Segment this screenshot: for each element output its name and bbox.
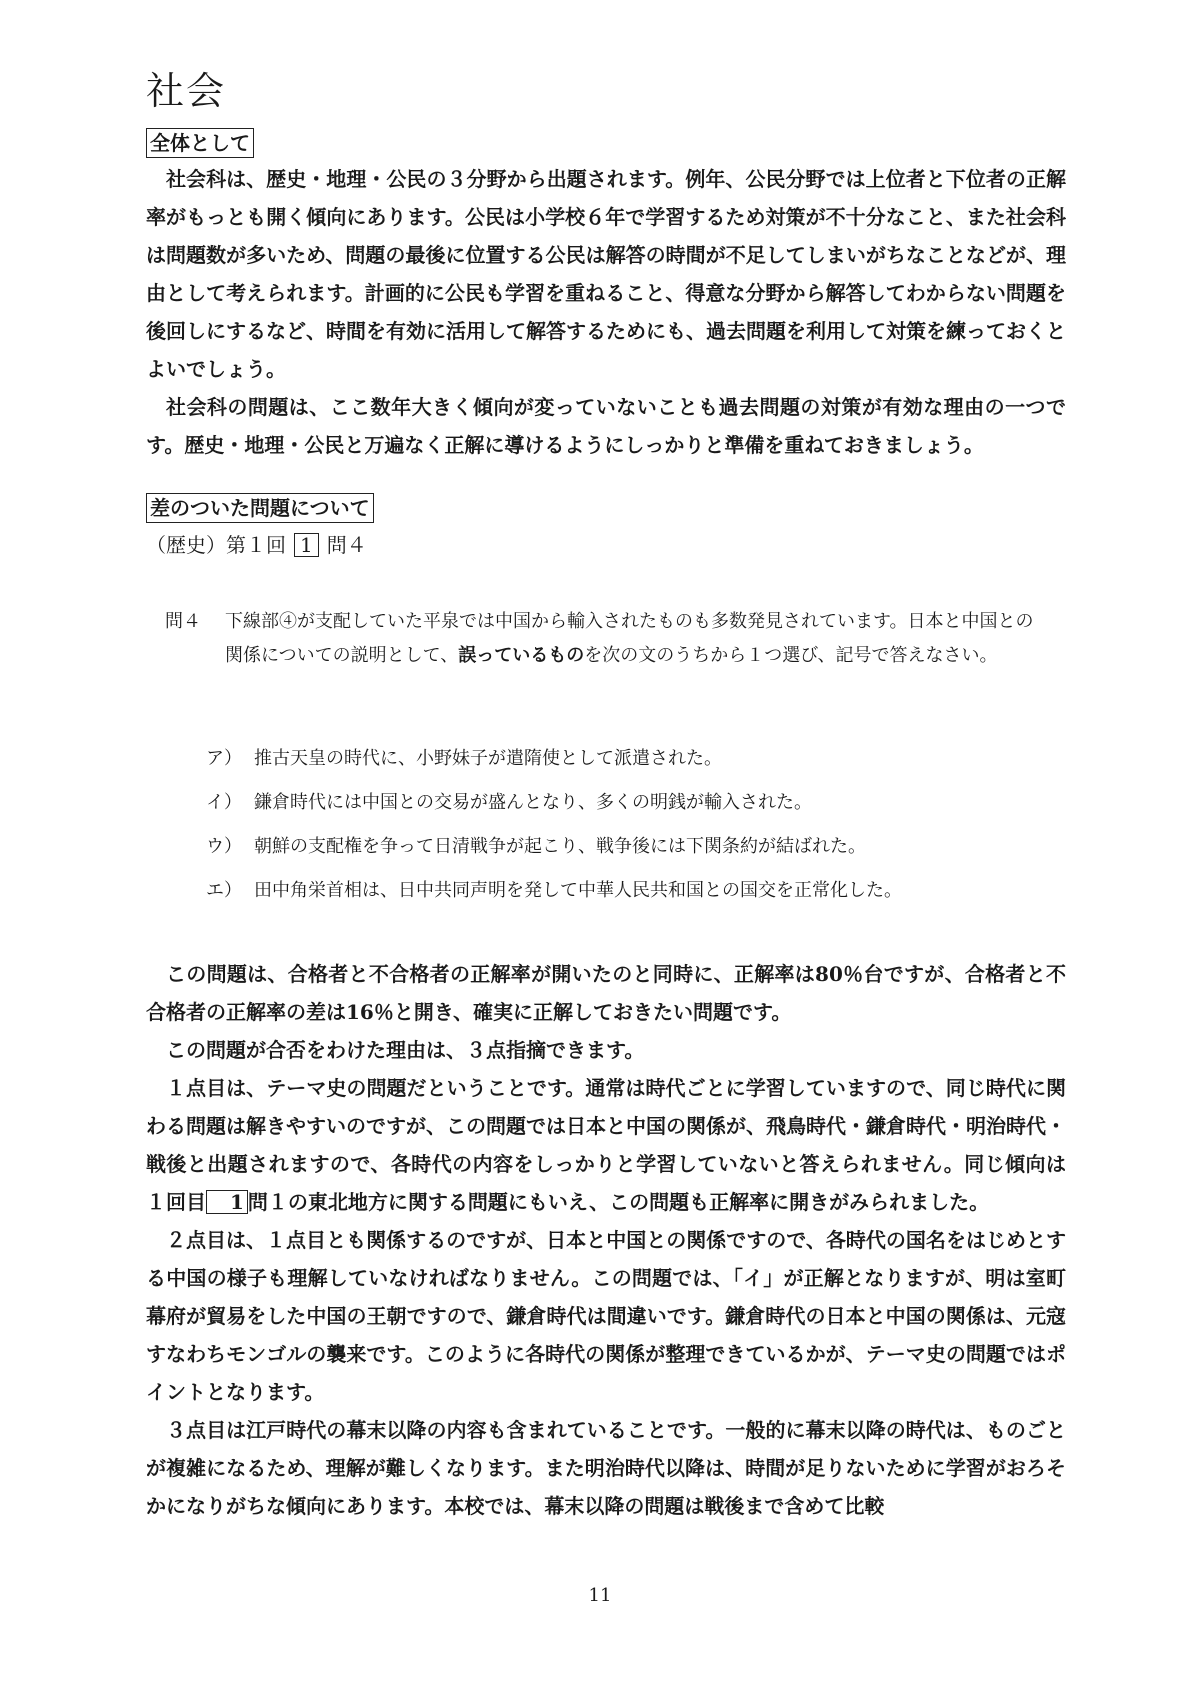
analysis-paragraph-3-box: 1	[206, 1190, 248, 1214]
question-text-emphasis: 誤っているもの	[458, 645, 585, 666]
analysis-paragraph-3-after: 問１の東北地方に関する問題にもいえ、この問題も正解率に開きがみられました。	[247, 1190, 990, 1214]
section-heading-overall-label: 全体として	[146, 128, 254, 158]
overall-section-body	[146, 160, 1066, 464]
section-heading-difference-label: 差のついた問題について	[146, 493, 374, 523]
choice-i-mark: イ）	[206, 792, 242, 813]
page-number: 11	[588, 1585, 612, 1606]
choice-a-mark: ア）	[206, 748, 242, 769]
analysis-paragraph-4: ２点目は、１点目とも関係するのですが、日本と中国との関係ですので、各時代の国名をはじめとする中国の様子も理解していなければなりません。この問題では、「イ」が正解となりますが、明は室町幕府が貿易をした中国の王朝ですので、鎌倉時代は間違いです。鎌倉時代の日本と中国の関係は、元寇すなわちモンゴルの襲来です。このように各時代の関係が整理できているかが、テーマ史の問題ではポイントとなります。	[146, 1228, 1066, 1404]
choice-i-text: 鎌倉時代には中国との交易が盛んとなり、多くの明銭が輸入された。	[254, 792, 812, 813]
analysis-paragraph-3-before: １点目は、テーマ史の問題だということです。通常は時代ごとに学習していますので、同じ時代に関わる問題は解きやすいのですが、この問題では日本と中国の関係が、飛鳥時代・鎌倉時代・明治時代・戦後と出題されますので、各時代の内容をしっかりと学習していないと答えられません。同じ傾向は１回目	[146, 1076, 1066, 1214]
choice-e-text: 田中角栄首相は、日中共同声明を発して中華人民共和国との国交を正常化した。	[254, 880, 902, 901]
question-label: 問４	[165, 611, 201, 632]
analysis-paragraph-1: この問題は、合格者と不合格者の正解率が開いたのと同時に、正解率は80％台ですが、合格者と不合格者の正解率の差は16％と開き、確実に正解しておきたい問題です。	[146, 962, 1066, 1024]
question-reference-suffix: 問４	[326, 533, 367, 557]
section-heading-difference	[146, 493, 374, 523]
section-heading-overall	[146, 128, 254, 158]
question-reference	[146, 530, 367, 560]
overall-paragraph-1: 社会科は、歴史・地理・公民の３分野から出題されます。例年、公民分野では上位者と下位者の正解率がもっとも開く傾向にあります。公民は小学校６年で学習するため対策が不十分なこと、また社会科は問題数が多いため、問題の最後に位置する公民は解答の時間が不足してしまいがちなことなどが、理由として考えられます。計画的に公民も学習を重ねること、得意な分野から解答してわからない問題を後回しにするなど、時間を有効に活用して解答するためにも、過去問題を利用して対策を練っておくとよいでしょう。	[146, 167, 1066, 381]
question-text-before: 下線部④が支配していた平泉では中国から輸入されたものも多数発見されています。日本と中国との関係についての説明として、	[225, 611, 1034, 666]
choice-i	[206, 781, 902, 825]
analysis-section-body	[146, 955, 1066, 1525]
overall-paragraph-2: 社会科の問題は、ここ数年大きく傾向が変っていないことも過去問題の対策が有効な理由の一つです。歴史・地理・公民と万遍なく正解に導けるようにしっかりと準備を重ねておきましょう。	[146, 395, 1066, 457]
choice-e	[206, 869, 902, 913]
choice-u	[206, 825, 902, 869]
question-text	[225, 605, 1045, 673]
answer-choices	[206, 737, 902, 913]
analysis-paragraph-2: この問題が合否をわけた理由は、３点指摘できます。	[166, 1038, 645, 1062]
question-reference-number: 1	[294, 533, 319, 557]
question-text-after: を次の文のうちから１つ選び、記号で答えなさい。	[584, 645, 998, 666]
choice-a	[206, 737, 902, 781]
question-reference-prefix: （歴史）第１回	[146, 533, 286, 557]
analysis-paragraph-3	[146, 1069, 1066, 1221]
page-title: 社会	[146, 69, 227, 113]
analysis-paragraph-5: ３点目は江戸時代の幕末以降の内容も含まれていることです。一般的に幕末以降の時代は、ものごとが複雑になるため、理解が難しくなります。また明治時代以降は、時間が足りないために学習がおろそかになりがちな傾向にあります。本校では、幕末以降の問題は戦後まで含めて比較	[146, 1418, 1066, 1518]
question-block	[165, 605, 1045, 673]
choice-u-mark: ウ）	[206, 836, 242, 857]
choice-a-text: 推古天皇の時代に、小野妹子が遣隋使として派遣された。	[254, 748, 722, 769]
choice-u-text: 朝鮮の支配権を争って日清戦争が起こり、戦争後には下関条約が結ばれた。	[254, 836, 866, 857]
choice-e-mark: エ）	[206, 880, 242, 901]
